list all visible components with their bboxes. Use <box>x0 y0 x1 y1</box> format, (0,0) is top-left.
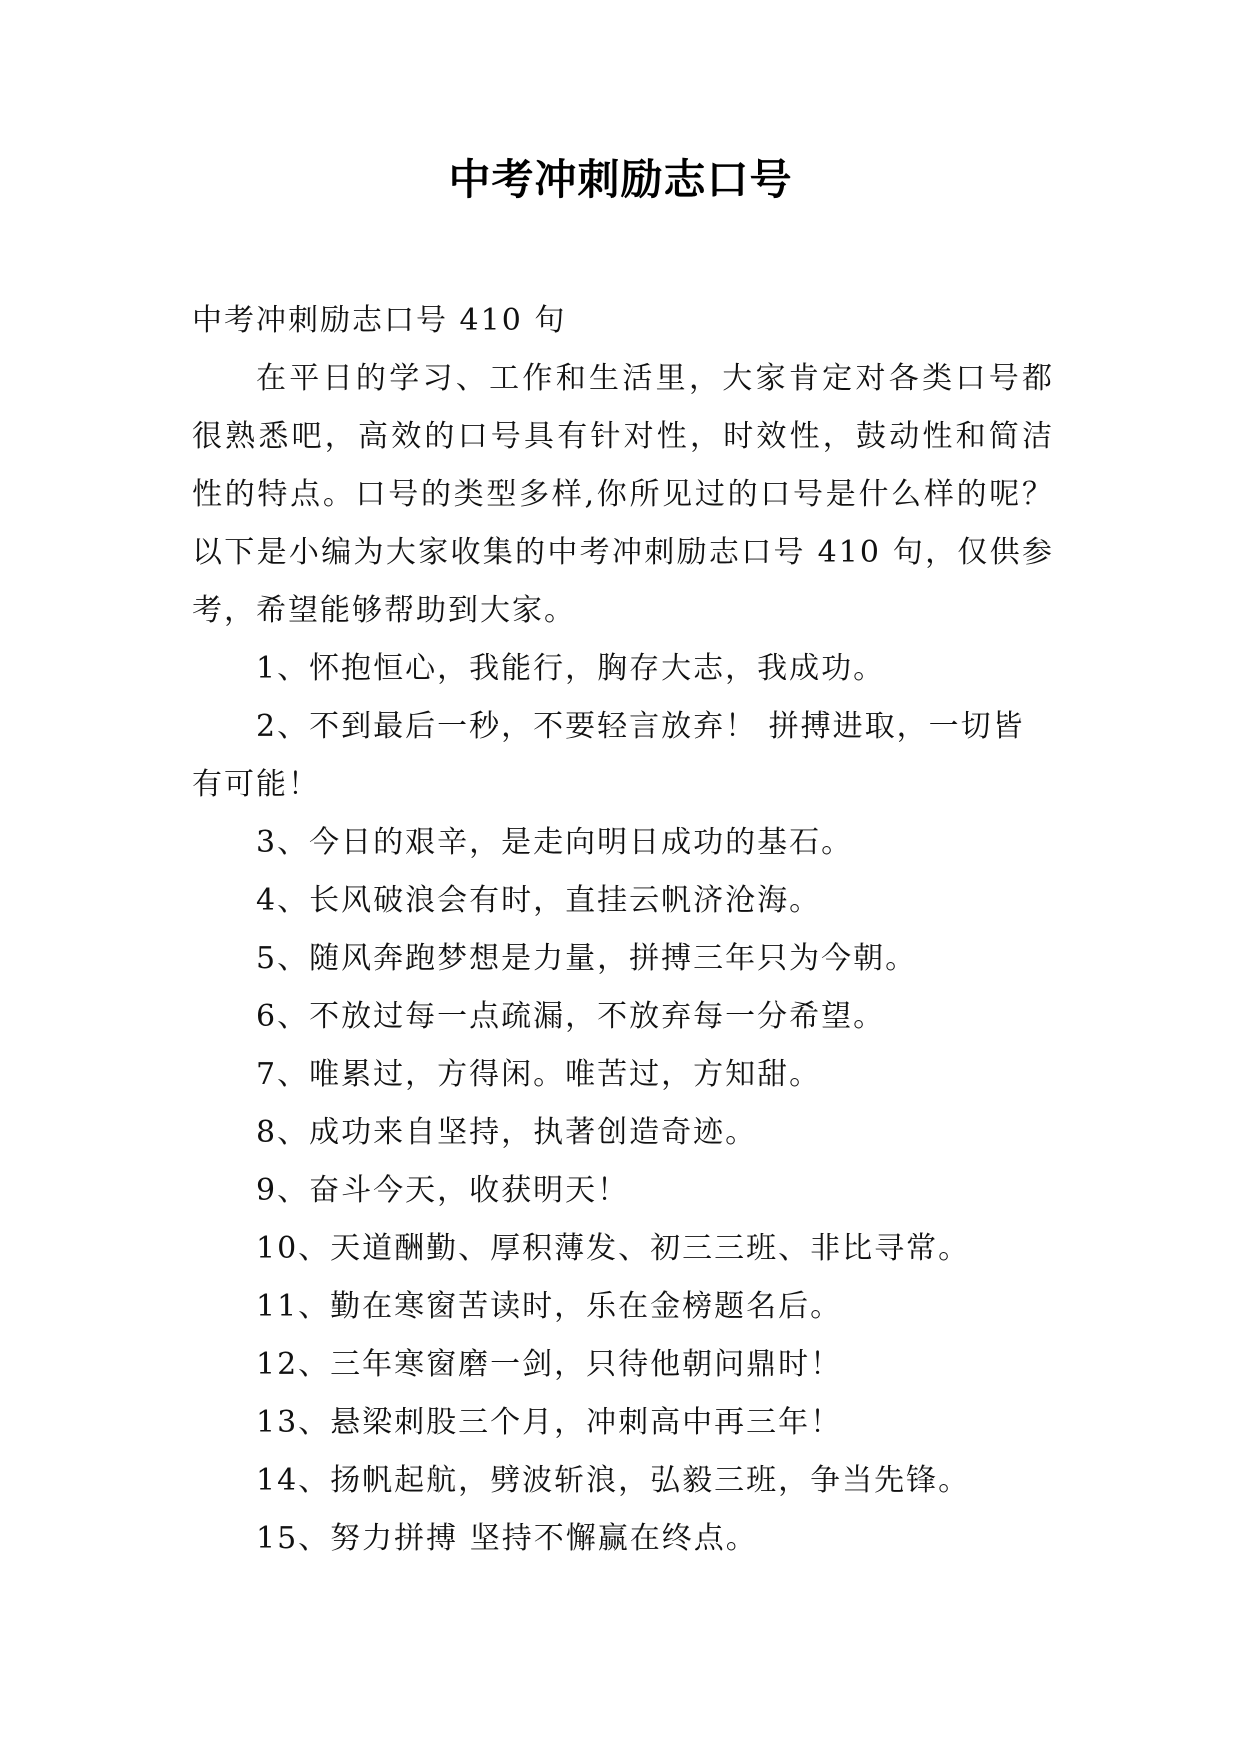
document-subtitle: 中考冲刺励志口号 410 句 <box>192 303 567 338</box>
list-item: 6、不放过每一点疏漏，不放弃每一分希望。 <box>256 999 886 1034</box>
list-item: 9、奋斗今天，收获明天！ <box>256 1173 630 1208</box>
list-item: 15、努力拼搏 坚持不懈赢在终点。 <box>256 1521 758 1556</box>
list-item: 10、天道酬勤、厚积薄发、初三三班、非比寻常。 <box>256 1231 971 1266</box>
list-item: 12、三年寒窗磨一剑，只待他朝问鼎时！ <box>256 1347 843 1382</box>
list-item: 7、唯累过，方得闲。唯苦过，方知甜。 <box>256 1057 822 1092</box>
document-body <box>192 292 1054 1568</box>
intro-paragraph: 在平日的学习、工作和生活里，大家肯定对各类口号都很熟悉吧，高效的口号具有针对性，时效性，鼓动性和简洁性的特点。口号的类型多样,你所见过的口号是什么样的呢？以下是小编为大家收集的中考冲刺励志口号 410 句，仅供参考，希望能够帮助到大家。 <box>192 361 1054 628</box>
list-item: 5、随风奔跑梦想是力量，拼搏三年只为今朝。 <box>256 941 918 976</box>
list-item: 3、今日的艰辛，是走向明日成功的基石。 <box>256 825 854 860</box>
list-item: 11、勤在寒窗苦读时，乐在金榜题名后。 <box>256 1289 843 1324</box>
slogan-list <box>192 640 1054 1568</box>
list-item: 14、扬帆起航，劈波斩浪，弘毅三班，争当先锋。 <box>256 1463 971 1498</box>
list-item: 4、长风破浪会有时，直挂云帆济沧海。 <box>256 883 822 918</box>
list-item: 8、成功来自坚持，执著创造奇迹。 <box>256 1115 758 1150</box>
document-title: 中考冲刺励志口号 <box>448 155 793 204</box>
list-item: 1、怀抱恒心，我能行，胸存大志，我成功。 <box>256 651 886 686</box>
list-item: 2、不到最后一秒，不要轻言放弃！ 拼搏进取，一切皆有可能！ <box>192 709 1025 802</box>
list-item: 13、悬梁刺股三个月，冲刺高中再三年！ <box>256 1405 843 1440</box>
